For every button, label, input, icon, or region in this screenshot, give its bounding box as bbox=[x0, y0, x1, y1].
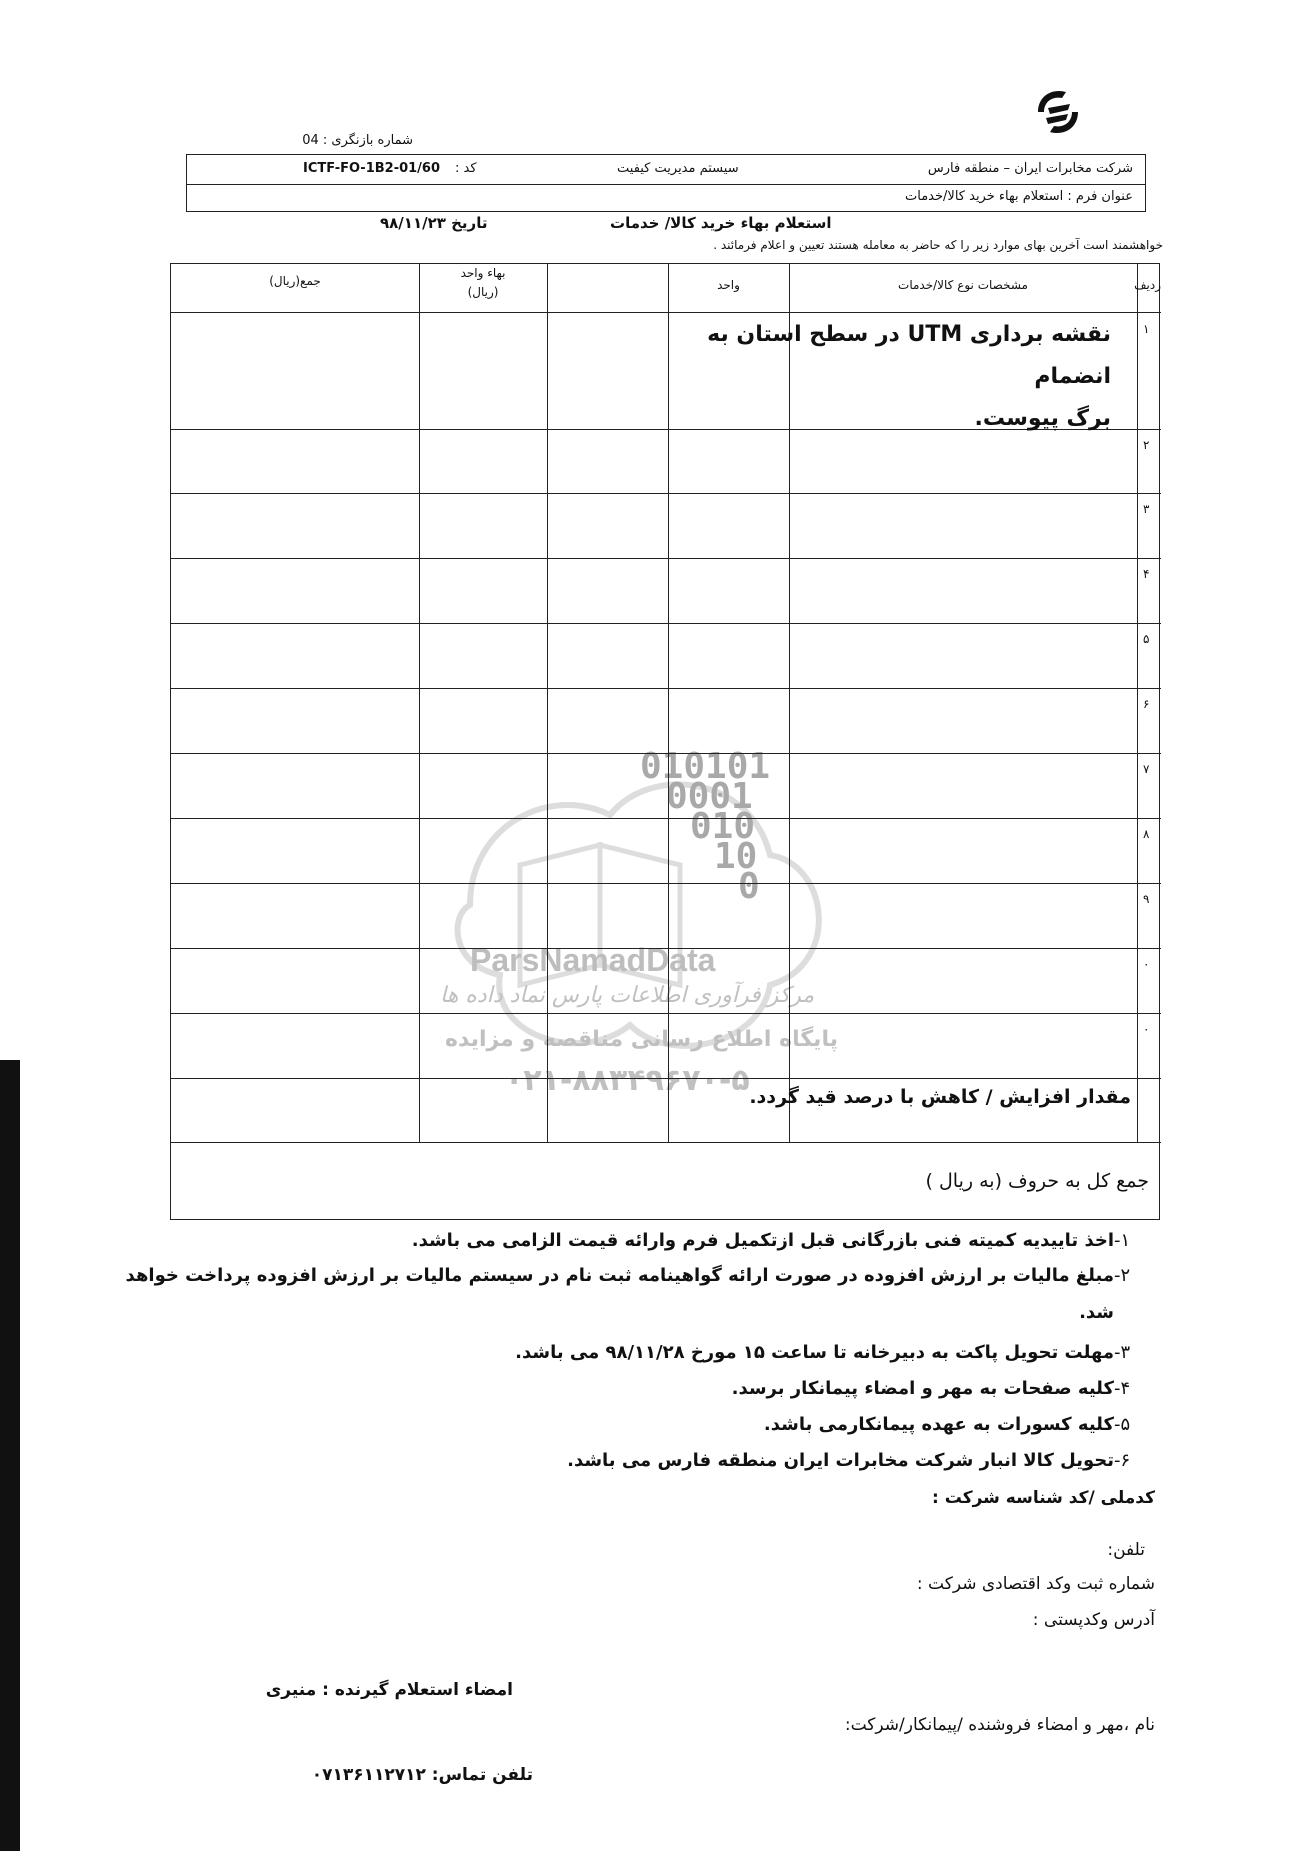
item-1-line: برگ پیوست. bbox=[974, 406, 1111, 431]
registration-field: شماره ثبت وکد اقتصادی شرکت : bbox=[916, 1574, 1155, 1594]
row-number: ۳ bbox=[1143, 502, 1150, 516]
row-number: ۰ bbox=[1143, 957, 1150, 971]
watermark-digit-line: 10 bbox=[714, 836, 758, 877]
row-number: ۴ bbox=[1143, 567, 1150, 581]
row-number: ۰ bbox=[1143, 1022, 1150, 1036]
note-text: کلیه کسورات به عهده پیمانکارمی باشد. bbox=[763, 1414, 1114, 1435]
code-label: کد : bbox=[455, 161, 477, 176]
row-number: ۶ bbox=[1143, 697, 1150, 711]
form-header-box bbox=[186, 154, 1146, 212]
note-text: کلیه صفحات به مهر و امضاء پیمانکار برسد. bbox=[731, 1378, 1114, 1399]
national-id-field: کدملی /کد شناسه شرکت : bbox=[931, 1488, 1155, 1508]
note-text: مهلت تحویل پاکت به دبیرخانه تا ساعت ۱۵ مورخ ۹۸/۱۱/۲۸ می باشد. bbox=[515, 1342, 1114, 1363]
row-number: ۹ bbox=[1143, 892, 1150, 906]
address-field: آدرس وکدپستی : bbox=[1032, 1610, 1155, 1630]
document-title: استعلام بهاء خرید کالا/ خدمات bbox=[610, 214, 832, 232]
form-title: عنوان فرم : استعلام بهاء خرید کالا/خدمات bbox=[905, 189, 1133, 204]
note-text: مبلغ مالیات بر ارزش افزوده در صورت ارائه گواهینامه ثبت نام در سیستم مالیات بر ارزش افزوده پرداخت خواهد bbox=[125, 1265, 1114, 1286]
row-number: ۵ bbox=[1143, 632, 1150, 646]
telecom-logo-icon bbox=[1028, 82, 1088, 142]
note-number: ۲- bbox=[1114, 1265, 1131, 1286]
phone-field: تلفن: bbox=[1107, 1540, 1145, 1560]
note-item bbox=[764, 1414, 1148, 1435]
change-percentage-note: مقدار افزایش / کاهش با درصد قید گردد. bbox=[749, 1086, 1131, 1108]
watermark-digit-line: 010 bbox=[690, 806, 756, 847]
note-item bbox=[567, 1450, 1148, 1471]
watermark-brand: ParsNamadData bbox=[470, 942, 716, 978]
header-total: جمع(ریال) bbox=[269, 274, 321, 288]
watermark-line2: پایگاه اطلاع رسانی مناقصه و مزایده bbox=[445, 1027, 838, 1052]
seller-signature-field: نام ،مهر و امضاء فروشنده /پیمانکار/شرکت: bbox=[844, 1715, 1155, 1735]
note-number: ۱- bbox=[1114, 1230, 1131, 1251]
header-row-number: ردیف bbox=[1134, 278, 1161, 292]
scan-edge-shadow bbox=[0, 1060, 20, 1851]
note-text: تحویل کالا انبار شرکت مخابرات ایران منطقه فارس می باشد. bbox=[567, 1450, 1114, 1471]
intro-text: خواهشمند است آخرین بهای موارد زیر را که حاضر به معامله هستند تعیین و اعلام فرمائند . bbox=[713, 238, 1163, 252]
watermark-digit-line: 010101 bbox=[640, 746, 771, 787]
watermark-digit-line: 0001 bbox=[666, 776, 753, 817]
row-number: ۲ bbox=[1143, 438, 1150, 452]
row-number: ۷ bbox=[1143, 762, 1150, 776]
inquirer-signature: امضاء استعلام گیرنده : منیری bbox=[265, 1680, 513, 1700]
note-text: شد. bbox=[1079, 1302, 1114, 1323]
price-inquiry-table bbox=[170, 263, 1160, 1220]
note-number: ۴- bbox=[1114, 1378, 1131, 1399]
note-item bbox=[1079, 1302, 1114, 1323]
total-in-words: جمع کل به حروف (به ریال ) bbox=[925, 1170, 1149, 1192]
header-spec: مشخصات نوع کالا/خدمات bbox=[898, 278, 1028, 292]
revision-number: شماره بازنگری : 04 bbox=[302, 133, 413, 148]
note-item bbox=[732, 1378, 1148, 1399]
watermark-phone: ۰۲۱-۸۸۳۴۹۶۷۰-۵ bbox=[505, 1063, 750, 1098]
row-number: ۸ bbox=[1143, 827, 1150, 841]
note-item bbox=[515, 1342, 1148, 1363]
contact-phone: تلفن تماس: ۰۷۱۳۶۱۱۲۷۱۲ bbox=[311, 1765, 533, 1785]
note-item bbox=[126, 1265, 1148, 1286]
code-value: ICTF-FO-1B2-01/60 bbox=[303, 161, 441, 176]
header-unit: واحد bbox=[717, 278, 740, 292]
note-text: اخذ تاییدیه کمیته فنی بازرگانی قبل ازتکمیل فرم وارائه قیمت الزامی می باشد. bbox=[411, 1230, 1114, 1251]
header-unit-price-sub: (ریال) bbox=[467, 285, 499, 299]
row-number: ۱ bbox=[1143, 322, 1150, 336]
item-1-description bbox=[671, 314, 1111, 440]
company-name: شرکت مخابرات ایران – منطقه فارس bbox=[927, 161, 1133, 176]
quality-system: سیستم مدیریت کیفیت bbox=[617, 161, 739, 176]
note-number: ۳- bbox=[1114, 1342, 1131, 1363]
note-number: ۵- bbox=[1114, 1414, 1131, 1435]
header-unit-price: بهاء واحد bbox=[460, 266, 506, 280]
watermark-digit-line: 0 bbox=[738, 866, 760, 907]
item-1-line: نقشه برداری UTM در سطح استان به انضمام bbox=[707, 322, 1111, 389]
watermark-line1: مرکز فرآوری اطلاعات پارس نماد داده ها bbox=[440, 983, 815, 1008]
document-date: تاریخ ۹۸/۱۱/۲۳ bbox=[380, 214, 488, 232]
note-number: ۶- bbox=[1114, 1450, 1131, 1471]
note-item bbox=[412, 1230, 1148, 1251]
